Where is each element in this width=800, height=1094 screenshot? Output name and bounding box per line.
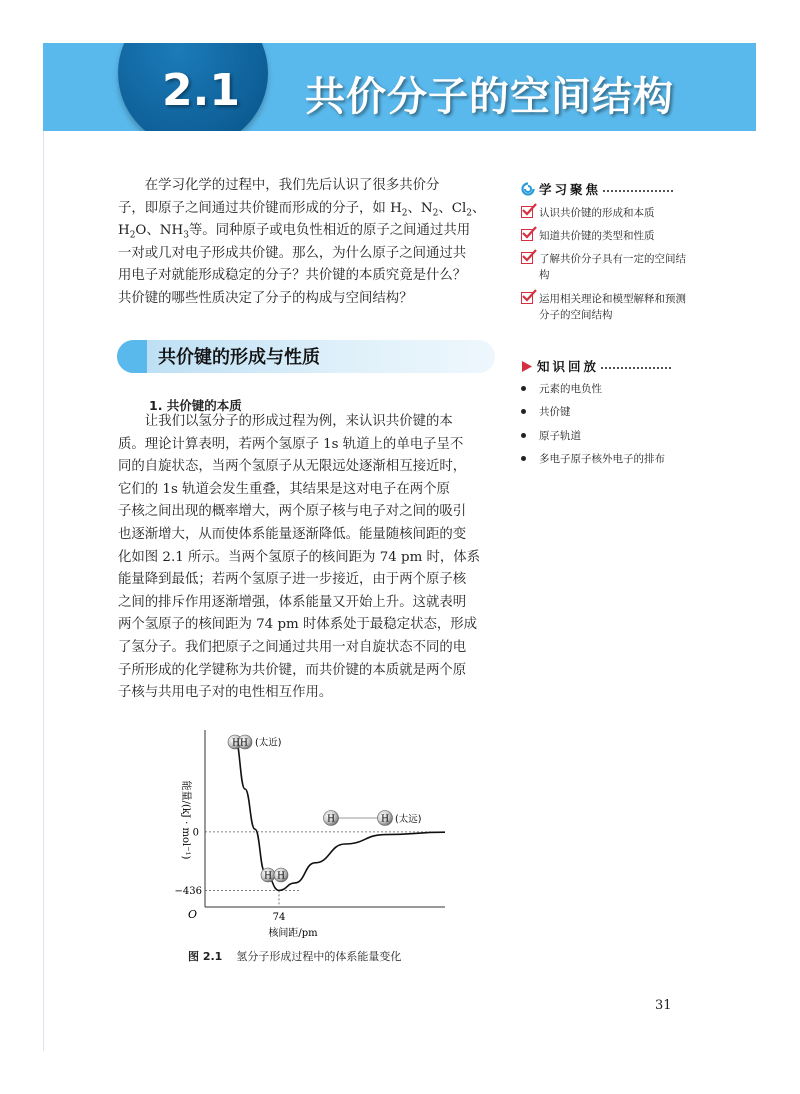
checkbox-checked-icon — [521, 206, 533, 218]
atom-label: H — [277, 871, 285, 882]
y-tick-label: −436 — [175, 885, 202, 897]
checkbox-checked-icon — [521, 229, 533, 241]
x-tick-label: 74 — [272, 912, 286, 923]
chapter-title: 共价分子的空间结构 — [305, 74, 674, 120]
body-line: 了氢分子。我们把原子之间通过共用一对自旋状态不同的电 — [118, 639, 467, 655]
energy-curve-chart — [175, 725, 460, 945]
review-item: 多电子原子核外电子的排布 — [521, 451, 665, 466]
heading-dots — [603, 190, 673, 192]
page-left-rule — [43, 131, 44, 1051]
body-line: 也逐渐增大，从而使体系能量逐渐降低。能量随核间距的变 — [118, 526, 467, 542]
intro-line: 共价键的哪些性质决定了分子的构成与空间结构？ — [118, 290, 413, 306]
section-title: 共价键的形成与性质 — [158, 347, 320, 368]
figure-caption: 图 2.1 氢分子形成过程中的体系能量变化 — [188, 950, 402, 963]
intro-line: $H_2O$、$NH_3$等。同种原子或电负性相近的原子之间通过共用 — [118, 223, 471, 241]
intro-paragraph — [118, 175, 496, 311]
y-axis-label: 能量/(kJ · mol⁻¹) — [180, 780, 191, 860]
focus-item: 了解共价分子具有一定的空间结构 — [521, 251, 696, 283]
checkbox-checked-icon — [521, 252, 533, 264]
body-line: 能量降到最低；若两个氢原子进一步接近，由于两个原子核 — [118, 572, 467, 588]
body-line: 化如图 2.1 所示。当两个氢原子的核间距为 74 pm 时，体系 — [118, 549, 481, 565]
heading-dots — [601, 367, 671, 369]
page-number: 31 — [655, 998, 672, 1013]
subsection-title: 1. 共价键的本质 — [149, 398, 242, 413]
intro-line: 在学习化学的过程中，我们先后认识了很多共价分 — [144, 178, 440, 193]
atom-label: H — [264, 871, 272, 882]
focus-icon — [521, 182, 535, 199]
body-line: 之间的排斥作用逐渐增强，体系能量又开始上升。这就表明 — [118, 594, 467, 610]
play-triangle-icon — [521, 360, 533, 376]
annotation-too-far: (太远) — [395, 814, 422, 825]
body-line: 让我们以氢分子的形成过程为例，来认识共价键的本 — [144, 414, 453, 429]
intro-line: 用电子对就能形成稳定的分子？共价键的本质究竟是什么？ — [118, 268, 467, 284]
body-line: 质。理论计算表明，若两个氢原子 1s 轨道上的单电子呈不 — [118, 436, 464, 452]
review-item: 元素的电负性 — [521, 381, 602, 396]
focus-item: 知道共价键的类型和性质 — [521, 228, 696, 244]
body-line: 两个氢原子的核间距为 74 pm 时体系处于最稳定状态，形成 — [118, 617, 478, 633]
review-item: 共价键 — [521, 404, 571, 419]
review-heading: 知识回放 — [521, 357, 671, 376]
intro-line: 子，即原子之间通过共价键而形成的分子，如 $H_2$、$N_2$、$Cl_2$、 — [118, 200, 486, 219]
section-heading-accent — [117, 340, 147, 373]
body-line: 子核与共用电子对的电性相互作用。 — [118, 685, 333, 701]
body-line: 它们的 1s 轨道会发生重叠，其结果是这对电子在两个原 — [118, 481, 450, 497]
intro-line: 一对或几对电子形成共价键。那么，为什么原子之间通过共 — [118, 245, 467, 261]
body-paragraph — [118, 411, 496, 705]
body-line: 子核之间出现的概率增大，两个原子核与电子对之间的吸引 — [118, 504, 467, 520]
focus-item: 运用相关理论和模型解释和预测分子的空间结构 — [521, 291, 696, 323]
body-line: 同的自旋状态，当两个氢原子从无限远处逐渐相互接近时， — [118, 459, 467, 475]
chapter-number: 2.1 — [162, 65, 240, 116]
atom-label: H — [381, 814, 389, 825]
checkbox-checked-icon — [521, 292, 533, 304]
chapter-banner — [43, 43, 756, 131]
origin-label: O — [187, 908, 197, 921]
focus-item: 认识共价键的形成和本质 — [521, 205, 696, 221]
focus-heading: 学习聚焦 — [521, 180, 673, 199]
bullet-icon — [521, 456, 526, 461]
y-tick-label: 0 — [192, 827, 199, 839]
body-line: 子所形成的化学键称为共价键，而共价键的本质就是两个原 — [118, 662, 467, 678]
atom-label: HH — [232, 738, 248, 749]
annotation-too-close: (太近) — [255, 737, 282, 749]
bullet-icon — [521, 409, 526, 414]
atom-label: H — [327, 814, 335, 825]
x-axis-label: 核间距/pm — [268, 928, 318, 939]
review-item: 原子轨道 — [521, 428, 581, 443]
bullet-icon — [521, 386, 526, 391]
bullet-icon — [521, 433, 526, 438]
